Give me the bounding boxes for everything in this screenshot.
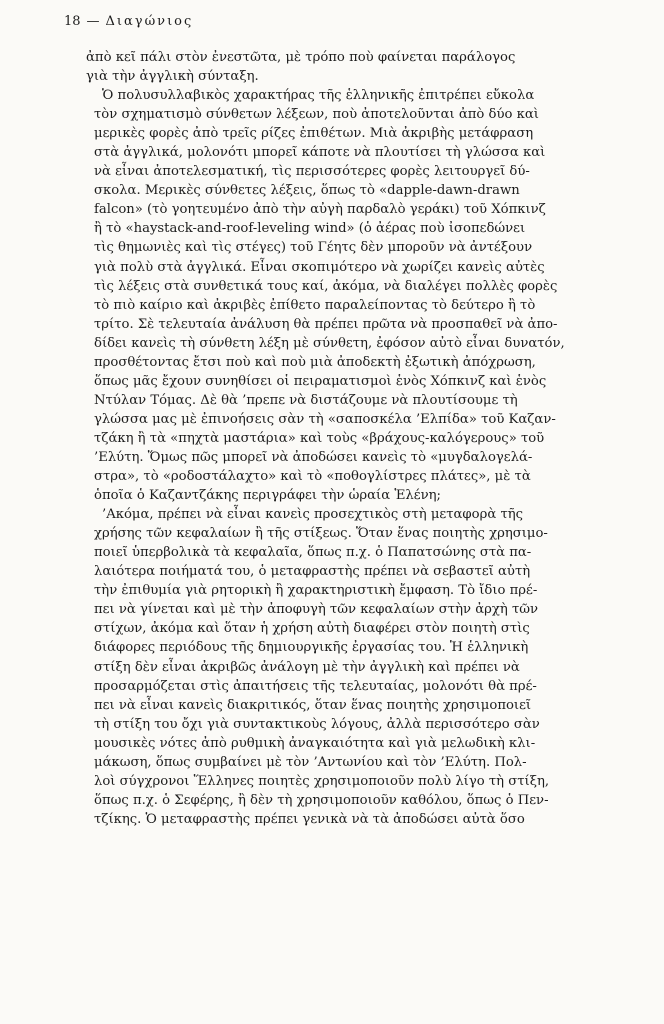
text-line: χρήσης τῶν κεφαλαίων ἢ τῆς στίξεως. Ὅταν ἕνας ποιητὴς χρησιμο-	[94, 526, 548, 542]
text-line: μουσικὲς νότες ἀπὸ ρυθμικὴ ἀναγκαιότητα καὶ γιὰ μελωδικὴ κλι-	[94, 735, 536, 751]
text-line: τζίκης. Ὁ μεταφραστὴς πρέπει γενικὰ νὰ τὰ ἀποδώσει αὐτὰ ὅσο	[94, 811, 525, 827]
paragraph	[86, 505, 624, 829]
text-line: προσαρμόζεται στὶς ἀπαιτήσεις τῆς τελευταίας, μολονότι θὰ πρέ-	[94, 678, 537, 694]
text-line: τρίτο. Σὲ τελευταία ἀνάλυση θὰ πρέπει πρῶτα νὰ προσπαθεῖ νὰ ἀπο-	[94, 316, 558, 332]
text-line: μάκωση, ὅπως συμβαίνει μὲ τὸν ’Αντωνίου καὶ τὸν ’Ελύτη. Πολ-	[94, 754, 527, 770]
body-text	[86, 48, 624, 829]
text-line: Ντύλαν Τόμας. Δὲ θὰ ’πρεπε νὰ διστάζουμε νὰ πλουτίσουμε τὴ	[94, 392, 518, 408]
text-line: τζάκη ἢ τὰ «πηχτὰ μαστάρια» καὶ τοὺς «βράχους-καλόγερους» τοῦ	[94, 430, 545, 446]
text-line: ἢ τὸ «haystack-and-roof-leveling wind» (ὁ ἀέρας ποὺ ἰσοπεδώνει	[94, 221, 526, 237]
text-line: τὴ στίξη του ὄχι γιὰ συντακτικοὺς λόγους, ἀλλὰ περισσότερο σὰν	[94, 716, 540, 732]
paragraph	[86, 48, 624, 86]
text-line: ’Ακόμα, πρέπει νὰ εἶναι κανεὶς προσεχτικὸς στὴ μεταφορὰ τῆς	[102, 507, 524, 523]
text-line: ’Ελύτη. Ὅμως πῶς μπορεῖ νὰ ἀποδώσει κανεὶς τὸ «μυγδαλογελά-	[94, 449, 533, 465]
text-line: προσθέτοντας ἔτσι ποὺ καὶ ποὺ μιὰ ἀποδεκτὴ ἐξωτικὴ ἀπόχρωση,	[94, 354, 536, 370]
text-line: διάφορες περιόδους τῆς δημιουργικῆς ἐργασίας του. Ἡ ἑλληνικὴ	[94, 640, 529, 656]
text-line: λοὶ σύγχρονοι Ἕλληνες ποιητὲς χρησιμοποιοῦν πολὺ λίγο τὴ στίξη,	[94, 773, 550, 789]
text-line: τὸ πιὸ καίριο καὶ ἀκριβὲς ἐπίθετο παραλείποντας τὸ δεύτερο ἢ τὸ	[94, 297, 536, 313]
text-line: στίξη δὲν εἶναι ἀκριβῶς ἀνάλογη μὲ τὴν ἀγγλικὴ καὶ πρέπει νὰ	[94, 659, 520, 675]
page-number: 18	[64, 14, 81, 29]
text-line: τὶς θημωνιὲς καὶ τὶς στέγες) τοῦ Γέητς δὲν μποροῦν νὰ ἀντέξουν	[94, 240, 533, 256]
paragraph	[86, 86, 624, 505]
text-line: πει νὰ γίνεται καὶ μὲ τὴν ἀποφυγὴ τῶν κεφαλαίων στὴν ἀρχὴ τῶν	[94, 602, 539, 618]
text-line: falcon» (τὸ γοητευμένο ἀπὸ τὴν αὐγὴ παρδαλὸ γεράκι) τοῦ Χόπκινζ	[94, 202, 546, 218]
text-line: γιὰ πολὺ στὰ ἀγγλικά. Εἶναι σκοπιμότερο νὰ χωρίζει κανεὶς αὐτὲς	[94, 259, 545, 275]
text-line: ὁποῖα ὁ Καζαντζάκης περιγράφει τὴν ὡραία Ἑλένη;	[94, 488, 441, 504]
text-line: γλώσσα μας μὲ ἐπινοήσεις σὰν τὴ «σαποσκέλα ’Ελπίδα» τοῦ Καζαν-	[94, 411, 556, 427]
text-line: στρα», τὸ «ροδοστάλαχτο» καὶ τὸ «ποθογλίστρες πλάτες», μὲ τὰ	[94, 469, 531, 485]
text-line: ὅπως π.χ. ὁ Σεφέρης, ἢ δὲν τὴ χρησιμοποιοῦν καθόλου, ὅπως ὁ Πεν-	[94, 792, 549, 808]
text-line: τὸν σχηματισμὸ σύνθετων λέξεων, ποὺ ἀποτελοῦνται ἀπὸ δύο καὶ	[94, 107, 539, 123]
text-line: γιὰ τὴν ἀγγλικὴ σύνταξη.	[86, 69, 259, 85]
text-line: στίχων, ἀκόμα καὶ ὅταν ἡ χρήση αὐτὴ διαφέρει στὸν ποιητὴ στὶς	[94, 621, 530, 637]
text-line: νὰ εἶναι ἀποτελεσματική, τὶς περισσότερες φορὲς λειτουργεῖ δύ-	[94, 164, 530, 180]
text-line: λαιότερα ποιήματά του, ὁ μεταφραστὴς πρέπει νὰ σεβαστεῖ αὐτὴ	[94, 564, 531, 580]
text-line: ποιεῖ ὑπερβολικὰ τὰ κεφαλαῖα, ὅπως π.χ. ὁ Παπατσώνης στὰ πα-	[94, 545, 532, 561]
running-head-separator: —	[86, 14, 100, 29]
text-line: δίδει κανεὶς τὴ σύνθετη λέξη μὲ σύνθετη, ἐφόσον αὐτὸ εἶναι δυνατόν,	[94, 335, 565, 351]
text-line: ἀπὸ κεῖ πάλι στὸν ἐνεστῶτα, μὲ τρόπο ποὺ φαίνεται παράλογος	[86, 50, 516, 65]
text-line: ὅπως μᾶς ἔχουν συνηθίσει οἱ πειραματισμοὶ ἑνὸς Χόπκινζ καὶ ἑνὸς	[94, 373, 547, 389]
text-line: τὶς λέξεις στὰ συνθετικά τους καί, ἀκόμα, νὰ διαλέγει πολλὲς φορὲς	[94, 278, 558, 294]
text-line: πει νὰ εἶναι κανεὶς διακριτικός, ὅταν ἕνας ποιητὴς χρησιμοποιεῖ	[94, 697, 532, 713]
running-head-title: Διαγώνιος	[105, 14, 194, 29]
text-line: Ὁ πολυσυλλαβικὸς χαρακτήρας τῆς ἑλληνικῆς ἐπιτρέπει εὔκολα	[102, 88, 535, 104]
text-line: τὴν ἐπιθυμία γιὰ ρητορικὴ ἢ χαρακτηριστικὴ ἔμφαση. Τὸ ἴδιο πρέ-	[94, 583, 538, 599]
text-line: σκολα. Μερικὲς σύνθετες λέξεις, ὅπως τὸ «dapple-dawn-drawn	[94, 183, 520, 199]
running-head	[64, 14, 193, 29]
text-line: στὰ ἀγγλικά, μολονότι μπορεῖ κάποτε νὰ πλουτίσει τὴ γλώσσα καὶ	[94, 145, 546, 161]
text-line: μερικὲς φορὲς ἀπὸ τρεῖς ρίζες ἐπιθέτων. Μιὰ ἀκριβὴς μετάφραση	[94, 126, 534, 142]
